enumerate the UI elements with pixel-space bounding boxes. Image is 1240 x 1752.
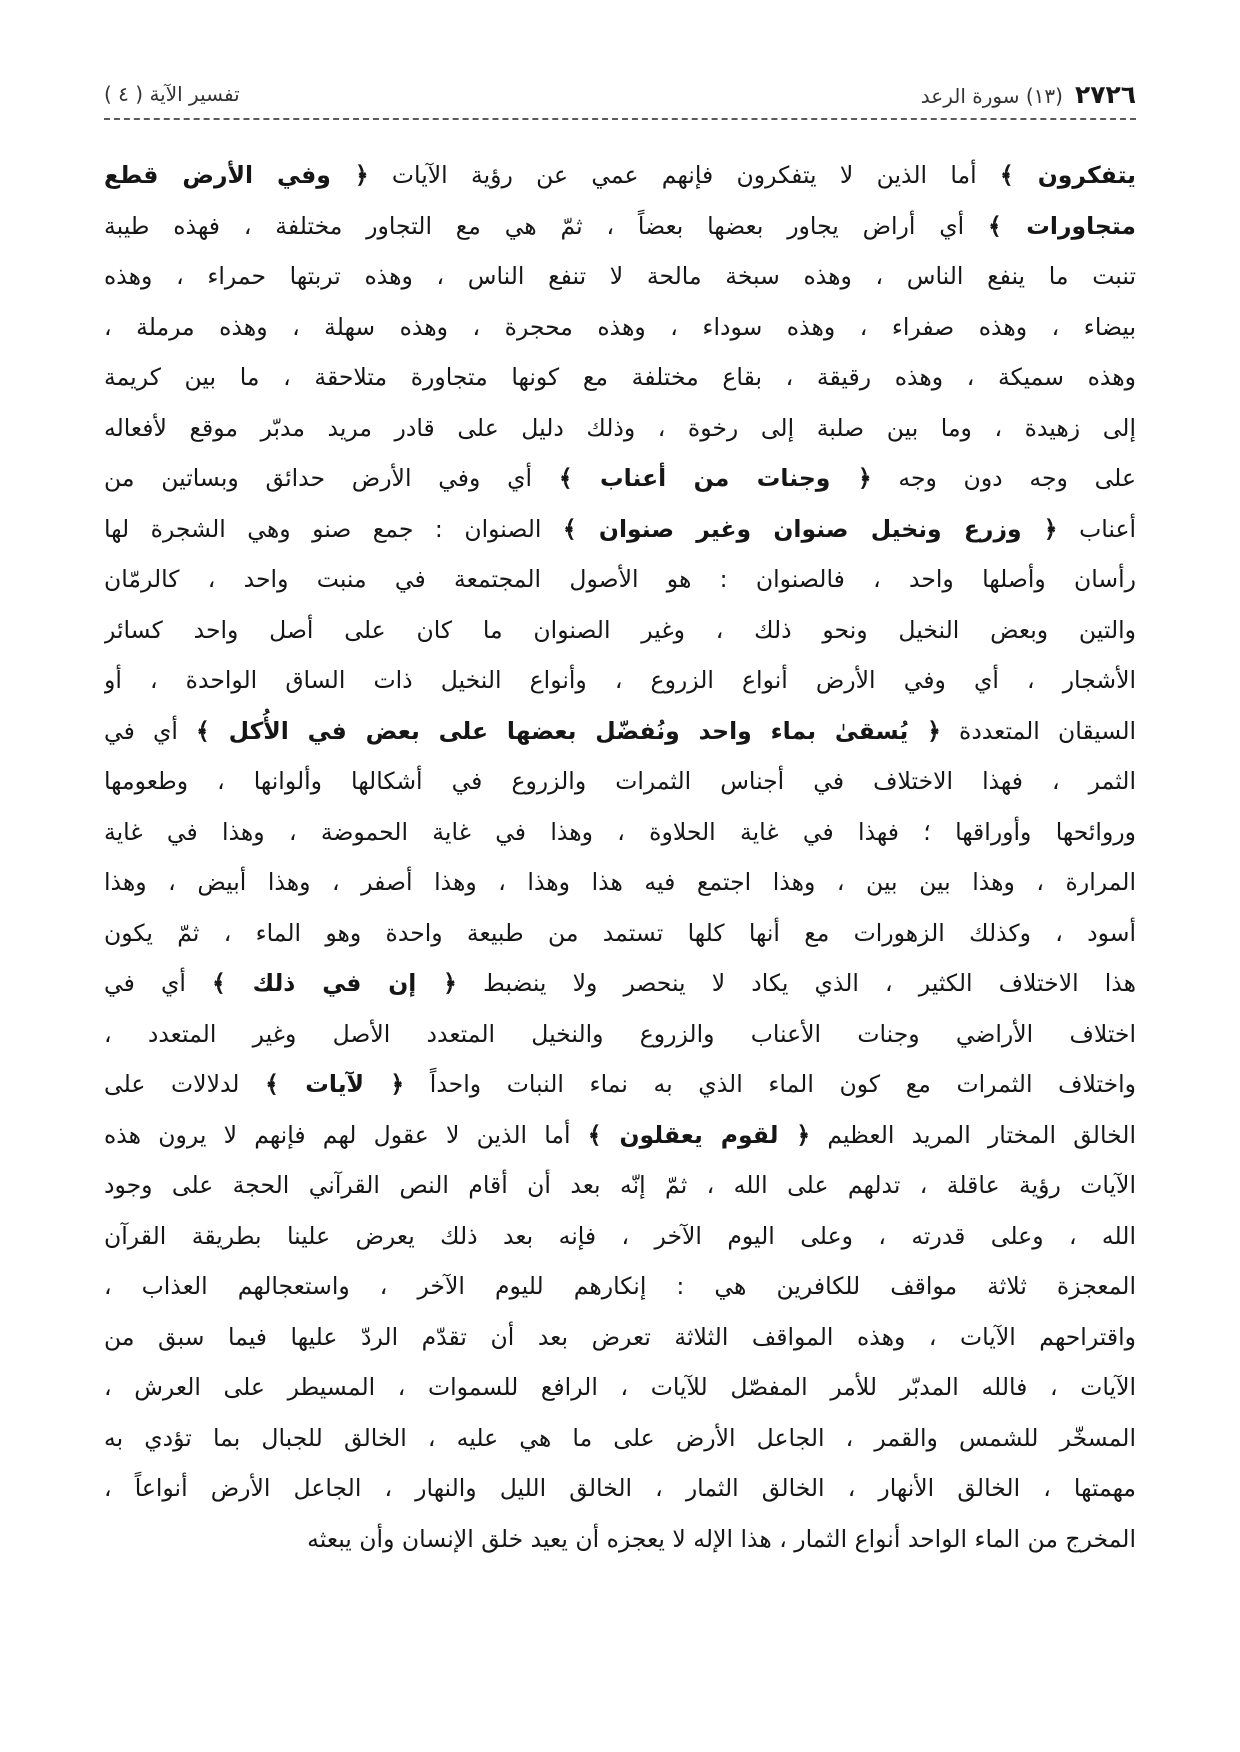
commentary-text: أعناب (1057, 514, 1136, 543)
commentary-text: المعجزة ثلاثة مواقف للكافرين هي : إنكارهم لليوم الآخر ، واستعجالهم العذاب ، (104, 1272, 1136, 1300)
text-line (104, 352, 1136, 403)
commentary-text: السيقان المتعددة (940, 716, 1136, 745)
header-divider (104, 118, 1136, 120)
text-line (104, 1110, 1136, 1161)
quran-quote: ﴿ لقوم يعقلون ﴾ (587, 1120, 811, 1149)
quran-quote: ﴿ وجنات من أعناب ﴾ (558, 464, 872, 492)
text-line (104, 1211, 1136, 1262)
text-line (104, 1413, 1136, 1464)
commentary-text: تنبت ما ينفع الناس ، وهذه سبخة مالحة لا تنفع الناس ، وهذه تربتها حمراء ، وهذه (104, 262, 1136, 290)
text-line (104, 807, 1136, 858)
commentary-text: إلى زهيدة ، وما بين صلبة إلى رخوة ، وذلك دليل على قادر مريد مدبّر موقع لأفعاله (104, 413, 1136, 442)
text-line (104, 706, 1136, 757)
commentary-text: الآيات ، فالله المدبّر للأمر المفصّل للآيات ، الرافع للسموات ، المسيطر على العرش ، (104, 1373, 1136, 1401)
commentary-text: أي في (104, 716, 196, 745)
commentary-text: المخرج من الماء الواحد أنواع الثمار ، هذا الإله لا يعجزه أن يعيد خلق الإنسان وأن يبعثه (307, 1524, 1136, 1553)
text-line (104, 150, 1136, 201)
quran-quote: ﴿ يُسقىٰ بماء واحد ونُفضّل بعضها على بعض في الأُكل ﴾ (196, 716, 941, 745)
text-line (104, 1261, 1136, 1312)
commentary-text: المسخّر للشمس والقمر ، الجاعل الأرض على ما هي عليه ، الخالق للجبال بما تؤدي به (104, 1423, 1136, 1452)
commentary-text: أي في (104, 969, 212, 997)
quran-quote: ﴿ لآيات ﴾ (265, 1070, 405, 1098)
commentary-text: بيضاء ، وهذه صفراء ، وهذه سوداء ، وهذه محجرة ، وهذه سهلة ، وهذه مرملة ، (104, 312, 1136, 341)
section-title: تفسير الآية ( ٤ ) (104, 82, 240, 106)
commentary-text: أما الذين لا يتفكرون فإنهم عمي عن رؤية الآيات (368, 161, 1000, 189)
commentary-text: لدلالات على (104, 1070, 266, 1098)
text-line (104, 554, 1136, 605)
commentary-text: الخالق المختار المريد العظيم (810, 1120, 1136, 1149)
text-line (104, 857, 1136, 908)
text-line (104, 958, 1136, 1009)
commentary-text: وهذه سميكة ، وهذه رقيقة ، بقاع مختلفة مع كونها متجاورة متلاحقة ، ما بين كريمة (104, 363, 1136, 391)
commentary-text: أي أراض يجاور بعضها بعضاً ، ثمّ هي مع التجاور مختلفة ، فهذه طيبة (104, 211, 988, 240)
header-right (921, 80, 1136, 109)
text-line (104, 1514, 1136, 1565)
commentary-text: واقتراحهم الآيات ، وهذه المواقف الثلاثة تعرض بعد أن تقدّم الردّ عليها فيما سبق من (104, 1322, 1136, 1351)
commentary-text: الآيات رؤية عاقلة ، تدلهم على الله ، ثمّ إنّه بعد أن أقام النص القرآني الحجة على وجود (104, 1171, 1136, 1199)
text-line (104, 1362, 1136, 1413)
commentary-text: على وجه دون وجه (871, 464, 1136, 492)
text-line (104, 403, 1136, 454)
text-line (104, 1312, 1136, 1363)
commentary-text: الله ، وعلى قدرته ، وعلى اليوم الآخر ، فإنه بعد ذلك يعرض علينا بطريقة القرآن (104, 1221, 1136, 1250)
commentary-text: مهمتها ، الخالق الأنهار ، الخالق الثمار ، الخالق الليل والنهار ، الجاعل الأرض أنواعاً ، (104, 1474, 1136, 1502)
text-line (104, 756, 1136, 807)
text-line (104, 1009, 1136, 1060)
quran-quote: ﴿ وفي الأرض قطع (104, 161, 369, 189)
quran-quote: ﴿ إن في ذلك ﴾ (212, 969, 457, 997)
text-line (104, 201, 1136, 252)
commentary-text: أسود ، وكذلك الزهورات مع أنها كلها تستمد من طبيعة واحدة وهو الماء ، ثمّ يكون (104, 918, 1136, 947)
quran-quote: ﴿ وزرع ونخيل صنوان وغير صنوان ﴾ (562, 514, 1058, 543)
text-line (104, 453, 1136, 504)
text-line (104, 655, 1136, 706)
text-line (104, 251, 1136, 302)
commentary-text: واختلاف الثمرات مع كون الماء الذي به نماء النبات واحداً (404, 1070, 1136, 1098)
text-line (104, 302, 1136, 353)
text-line (104, 504, 1136, 555)
text-line (104, 605, 1136, 656)
page-number: ٢٧٢٦ (1074, 79, 1136, 109)
body-text (104, 150, 1136, 1564)
commentary-text: أما الذين لا عقول لهم فإنهم لا يرون هذه (104, 1120, 588, 1149)
text-line (104, 1059, 1136, 1110)
surah-title: (١٣) سورة الرعد (920, 83, 1063, 108)
text-line (104, 1160, 1136, 1211)
commentary-text: المرارة ، وهذا بين بين ، وهذا اجتمع فيه هذا وهذا ، وهذا أصفر ، وهذا أبيض ، وهذا (104, 868, 1136, 896)
commentary-text: الأشجار ، أي وفي الأرض أنواع الزروع ، وأنواع النخيل ذات الساق الواحدة ، أو (104, 666, 1136, 694)
commentary-text: رأسان وأصلها واحد ، فالصنوان : هو الأصول المجتمعة في منبت واحد ، كالرمّان (104, 565, 1136, 593)
quran-quote: متجاورات ﴾ (987, 211, 1136, 240)
commentary-text: الصنوان : جمع صنو وهي الشجرة لها (104, 514, 563, 543)
commentary-text: الثمر ، فهذا الاختلاف في أجناس الثمرات والزروع في أشكالها وألوانها ، وطعومها (104, 767, 1136, 795)
running-header (104, 72, 1136, 116)
quran-quote: يتفكرون ﴾ (999, 161, 1136, 189)
text-line (104, 1463, 1136, 1514)
commentary-text: اختلاف الأراضي وجنات الأعناب والزروع والنخيل المتعدد الأصل وغير المتعدد ، (104, 1019, 1136, 1048)
text-line (104, 908, 1136, 959)
commentary-text: وروائحها وأوراقها ؛ فهذا في غاية الحلاوة ، وهذا في غاية الحموضة ، وهذا في غاية (104, 817, 1136, 846)
commentary-text: أي وفي الأرض حدائق وبساتين من (104, 464, 559, 492)
commentary-text: والتين وبعض النخيل ونحو ذلك ، وغير الصنوان ما كان على أصل واحد كسائر (104, 615, 1136, 644)
commentary-text: هذا الاختلاف الكثير ، الذي يكاد لا ينحصر ولا ينضبط (456, 969, 1136, 997)
